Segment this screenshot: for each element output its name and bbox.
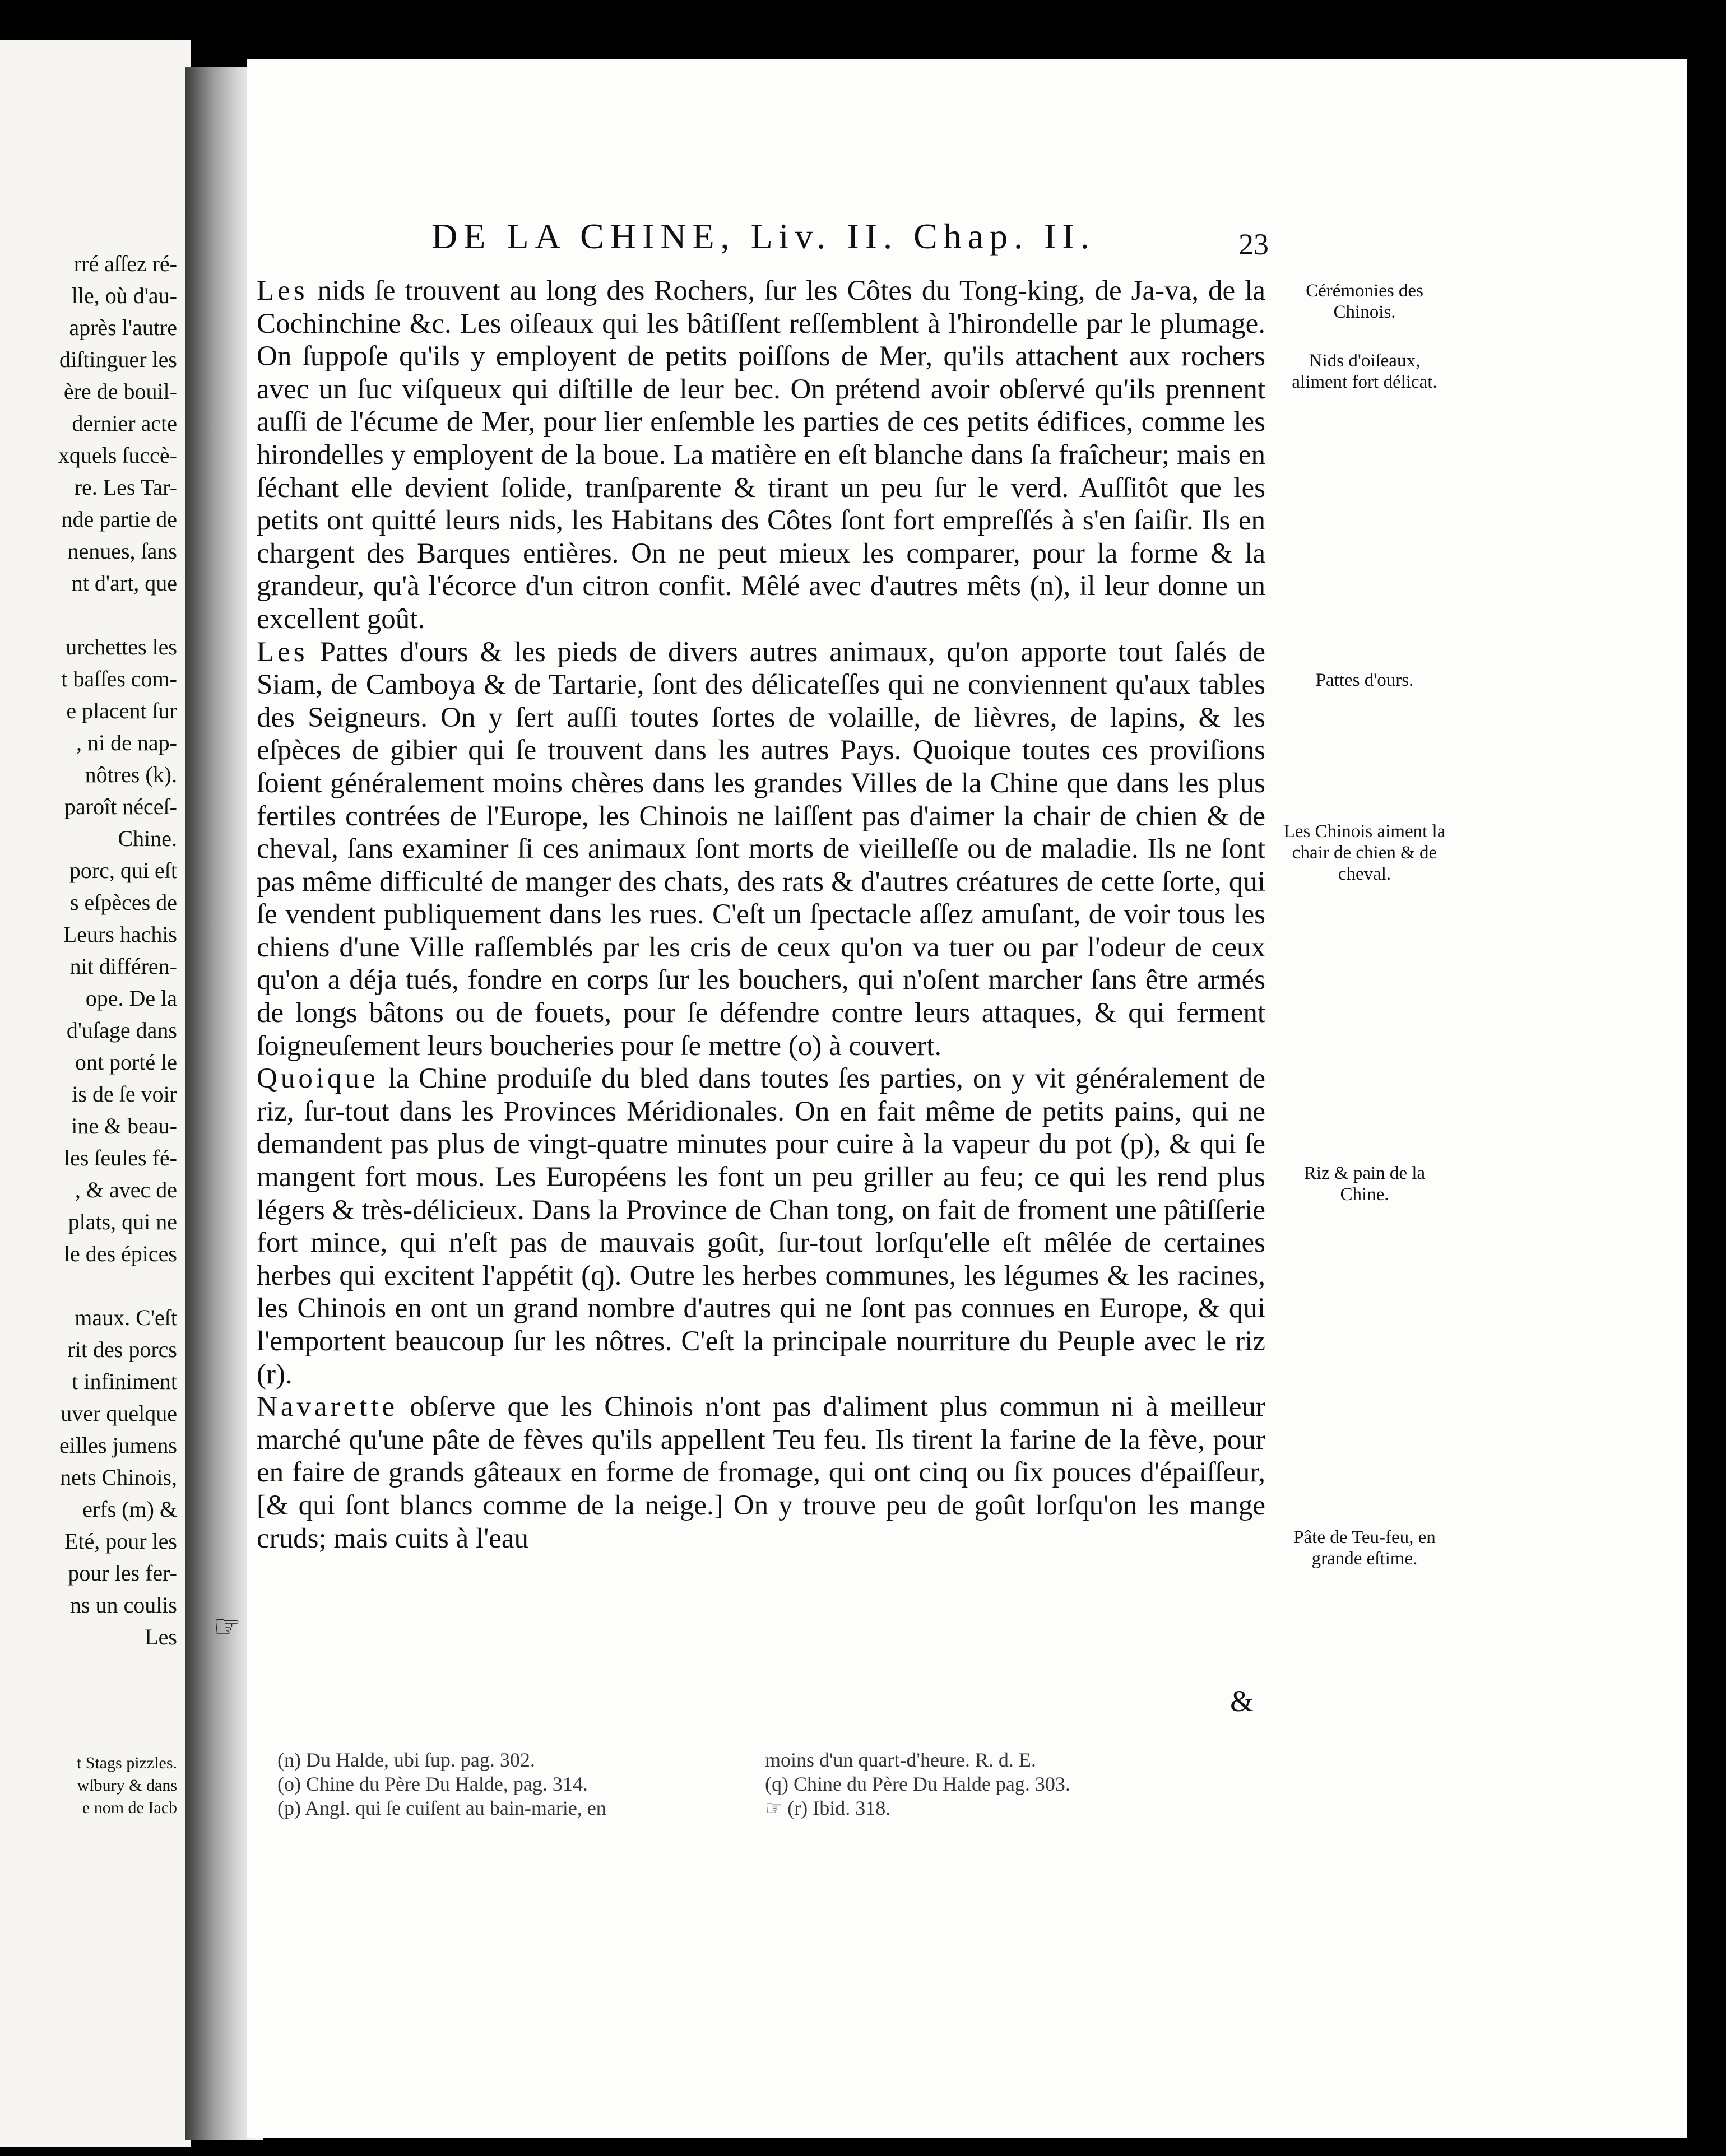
prev-line: d'uſage dans <box>66 1017 177 1043</box>
previous-page-text <box>3 248 177 1653</box>
marginal-note: Pattes d'ours. <box>1315 670 1414 690</box>
paragraph-body: la Chine produiſe du bled dans toutes ſes parties, on y vit généralement de riz, ſur-tout dans les Provinces Méridionales. On en fait même de petits pains, qui ne demandent pas plus de vingt-quatre minutes pour cuire à la vapeur du pot (p), & qui ſe mangent fort mous. Les Européens les font un peu griller au feu; ce qui les rend plus légers & très-délicieux. Dans la Province de Chan tong, on fait de froment une pâtiſſerie fort mince, qui n'eſt pas de mauvais goût, ſur-tout lorſqu'elle eſt mêlée de certaines herbes qui excitent l'appétit (q). Outre les herbes communes, les légumes & les racines, les Chinois en ont un grand nombre d'autres qui ne ſont pas connues en Europe, & qui l'emportent beaucoup ſur les nôtres. C'eſt la principale nourriture du Peuple avec le riz (r). <box>257 1063 1265 1390</box>
paragraph <box>257 1062 1265 1391</box>
footnotes-right <box>765 1748 1280 1820</box>
paragraph <box>257 275 1265 636</box>
prev-line: nde partie de <box>61 507 177 532</box>
prev-line: Leurs hachis <box>63 922 177 947</box>
prev-line: , & avec de <box>75 1177 177 1202</box>
prev-footnote-line: t Stags pizzles. <box>76 1754 177 1772</box>
catchword: & <box>1230 1684 1254 1718</box>
prev-line: uver quelque <box>61 1401 177 1426</box>
prev-line: nenues, ſans <box>67 538 177 564</box>
footnote: (r) Ibid. 318. <box>787 1797 891 1819</box>
footnote-row <box>765 1796 1280 1820</box>
prev-line: pour les fer- <box>68 1560 177 1586</box>
prev-line: erfs (m) & <box>82 1497 177 1522</box>
prev-line: les ſeules fé- <box>63 1145 177 1170</box>
prev-footnote-line: wſbury & dans <box>77 1776 177 1795</box>
paragraph-lead: Navarette <box>257 1391 398 1423</box>
previous-page-footnotes <box>3 1752 177 1819</box>
prev-line: ine & beau- <box>71 1113 177 1139</box>
footnote: (p) Angl. qui ſe cuiſent au bain-marie, en <box>277 1797 606 1819</box>
prev-line: eilles jumens <box>59 1433 177 1458</box>
prev-line: Eté, pour les <box>64 1528 177 1554</box>
pointing-hand-icon: ☞ <box>213 1610 242 1644</box>
prev-line: plats, qui ne <box>68 1209 177 1234</box>
prev-line: Les <box>145 1624 177 1649</box>
prev-line: le des épices <box>63 1241 177 1266</box>
prev-line: nôtres (k). <box>85 762 177 787</box>
prev-line: re. Les Tar- <box>74 475 177 500</box>
paragraph-body: nids ſe trouvent au long des Rochers, ſur les Côtes du Tong-king, de Ja-va, de la Cochinchine &c. Les oiſeaux qui les bâtiſſent reſſemblent à l'hirondelle par le plumage. On ſuppoſe qu'ils y employent de petits poiſſons de Mer, qu'ils attachent aux rochers avec un ſuc viſqueux qui diſtille de leur bec. On prétend avoir obſervé qu'ils prennent auſſi de l'écume de Mer, pour lier enſemble les parties de ces petits édifices, comme les hirondelles y employent de la boue. La matière en eſt blanche dans ſa fraîcheur; mais en ſéchant elle devient ſolide, tranſparente & tirant un peu ſur le verd. Auſſitôt que les petits ont quitté leurs nids, les Habitans des Côtes ſont fort empreſſés à s'en ſaiſir. Ils en chargent des Barques entières. On ne peut mieux les comparer, pour la forme & la grandeur, qu'à l'écorce d'un citron confit. Mêlé avec d'autres mêts (n), il leur donne un excellent goût. <box>257 275 1265 635</box>
prev-line: diſtinguer les <box>59 347 177 372</box>
marginal-note: Les Chinois aiment la chair de chien & de cheval. <box>1283 821 1446 884</box>
paragraph <box>257 1391 1265 1555</box>
footnote: (o) Chine du Père Du Halde, pag. 314. <box>277 1773 588 1795</box>
prev-line: ope. De la <box>85 986 177 1011</box>
previous-page <box>0 40 191 2147</box>
book-page <box>213 59 1687 2138</box>
prev-line: rré aſſez ré- <box>73 251 177 276</box>
marginal-note: Pâte de Teu-feu, en grande eſtime. <box>1293 1527 1436 1569</box>
prev-line: dernier acte <box>72 411 177 436</box>
prev-line: xquels ſuccè- <box>58 443 177 468</box>
marginal-note: Nids d'oiſeaux, aliment fort délicat. <box>1292 351 1437 392</box>
footnote: (q) Chine du Père Du Halde pag. 303. <box>765 1773 1070 1795</box>
prev-line: maux. C'eſt <box>75 1305 177 1330</box>
prev-line: rit des porcs <box>67 1337 177 1362</box>
paragraph-body: Pattes d'ours & les pieds de divers autres animaux, qu'on apporte tout ſalés de Siam, de Camboya & de Tartarie, ſont des délicateſſes qui ne conviennent qu'aux tables des Seigneurs. On y ſert auſſi toutes ſortes de volaille, de lièvres, de lapins, & les eſpèces de gibier qui ſe trouvent dans les autres Pays. Quoique toutes ces proviſions ſoient généralement moins chères dans les grandes Villes de la Chine que dans les plus fertiles contrées de l'Europe, les Chinois ne laiſſent pas d'aimer la chair de chien & de cheval, ſans examiner ſi ces animaux ſont morts de vieilleſſe ou de maladie. Ils ne ſont pas même difficulté de manger des chats, des rats & d'autres créatures de cette ſorte, qui ſe vendent publiquement dans les rues. C'eſt un ſpectacle aſſez amuſant, de voir tous les chiens d'une Ville raſſemblés par les cris de ceux qu'on va tuer ou par l'odeur de ceux qu'on a déja tués, fondre en corps ſur les bouchers, qui n'oſent marcher ſans être armés de longs bâtons ou de fouets, pour ſe défendre contre leurs attaques, & qui ferment ſoigneuſement leurs boucheries pour ſe mettre (o) à couvert. <box>257 636 1265 1062</box>
prev-line: ont porté le <box>75 1049 177 1075</box>
prev-line <box>3 1270 177 1302</box>
footnotes-left <box>277 1748 743 1820</box>
marginal-note: Cérémonies des Chinois. <box>1306 281 1423 322</box>
prev-line <box>3 599 177 631</box>
prev-line: e placent ſur <box>66 698 177 723</box>
prev-footnote-line: e nom de Iacb <box>82 1799 177 1817</box>
pointing-hand-icon: ☞ <box>765 1797 783 1819</box>
paragraph-lead: Les <box>257 275 308 306</box>
footnote: (n) Du Halde, ubi ſup. pag. 302. <box>277 1749 535 1771</box>
prev-line: ns un coulis <box>69 1592 177 1618</box>
prev-line: nit différen- <box>69 954 177 979</box>
page-number: 23 <box>1238 227 1269 261</box>
main-text-column <box>257 275 1265 1555</box>
paragraph <box>257 636 1265 1063</box>
prev-line: s eſpèces de <box>69 890 177 915</box>
running-head: DE LA CHINE, Liv. II. Chap. II. <box>432 216 1096 256</box>
prev-line: lle, où d'au- <box>71 283 177 308</box>
paragraph-lead: Quoique <box>257 1063 379 1095</box>
prev-line: paroît néceſ- <box>64 794 177 819</box>
prev-line: ère de bouil- <box>63 379 177 404</box>
prev-line: t baſſes com- <box>61 666 177 691</box>
prev-line: , ni de nap- <box>76 730 177 755</box>
prev-line: porc, qui eſt <box>69 858 177 883</box>
prev-line: is de ſe voir <box>72 1081 177 1107</box>
prev-line: Chine. <box>118 826 177 851</box>
marginal-note: Riz & pain de la Chine. <box>1303 1163 1426 1205</box>
paragraph-body: obſerve que les Chinois n'ont pas d'aliment plus commun ni à meilleur marché qu'une pâte de fèves qu'ils appellent Teu feu. Ils tirent la farine de la fève, pour en faire de grands gâteaux en forme de fromage, qui ont cinq ou ſix pouces d'épaiſſeur, [& qui ſont blancs comme de la neige.] On y trouve peu de goût lorſqu'on les mange cruds; mais cuits à l'eau <box>257 1391 1265 1554</box>
prev-line: nets Chinois, <box>60 1465 177 1490</box>
footnote: moins d'un quart-d'heure. R. d. E. <box>765 1749 1036 1771</box>
paragraph-lead: Les <box>257 636 308 668</box>
prev-line: urchettes les <box>66 634 177 659</box>
prev-line: après l'autre <box>69 315 177 340</box>
prev-line: t infiniment <box>72 1369 177 1394</box>
prev-line: nt d'art, que <box>71 570 177 596</box>
